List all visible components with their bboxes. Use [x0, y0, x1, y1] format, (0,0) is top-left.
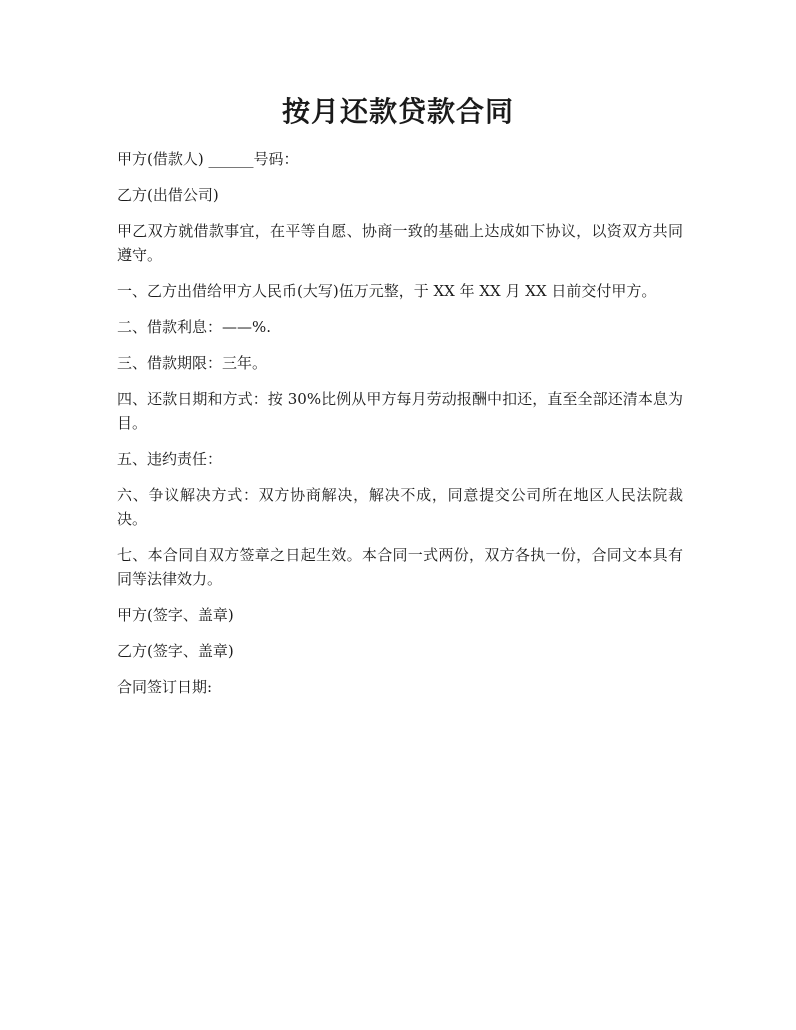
document-title: 按月还款贷款合同 [281, 95, 514, 128]
clause-3-term: 三、借款期限：三年。 [117, 354, 268, 372]
signing-date: 合同签订日期: [117, 678, 213, 696]
party-b-signature: 乙方(签字、盖章) [117, 642, 234, 660]
party-b-line: 乙方(出借公司) [117, 186, 219, 204]
document-body [117, 147, 683, 711]
party-a-signature: 甲方(签字、盖章) [117, 606, 234, 624]
clause-5-liability: 五、违约责任： [117, 450, 223, 468]
preamble-paragraph: 甲乙双方就借款事宜，在平等自愿、协商一致的基础上达成如下协议，以资双方共同遵守。 [117, 222, 683, 264]
clause-1-loan-amount: 一、乙方出借给甲方人民币(大写)伍万元整，于 XX 年 XX 月 XX 日前交付甲方。 [117, 282, 657, 300]
clause-7-effectiveness: 七、本合同自双方签章之日起生效。本合同一式两份，双方各执一份，合同文本具有同等法律效力。 [117, 546, 683, 588]
party-a-line: 甲方(借款人) ______号码： [117, 150, 299, 168]
clause-4-repayment: 四、还款日期和方式：按 30%比例从甲方每月劳动报酬中扣还，直至全部还清本息为目。 [117, 390, 683, 432]
clause-6-dispute: 六、争议解决方式：双方协商解决，解决不成，同意提交公司所在地区人民法院裁决。 [117, 486, 683, 528]
clause-2-interest: 二、借款利息：——%. [117, 318, 272, 336]
